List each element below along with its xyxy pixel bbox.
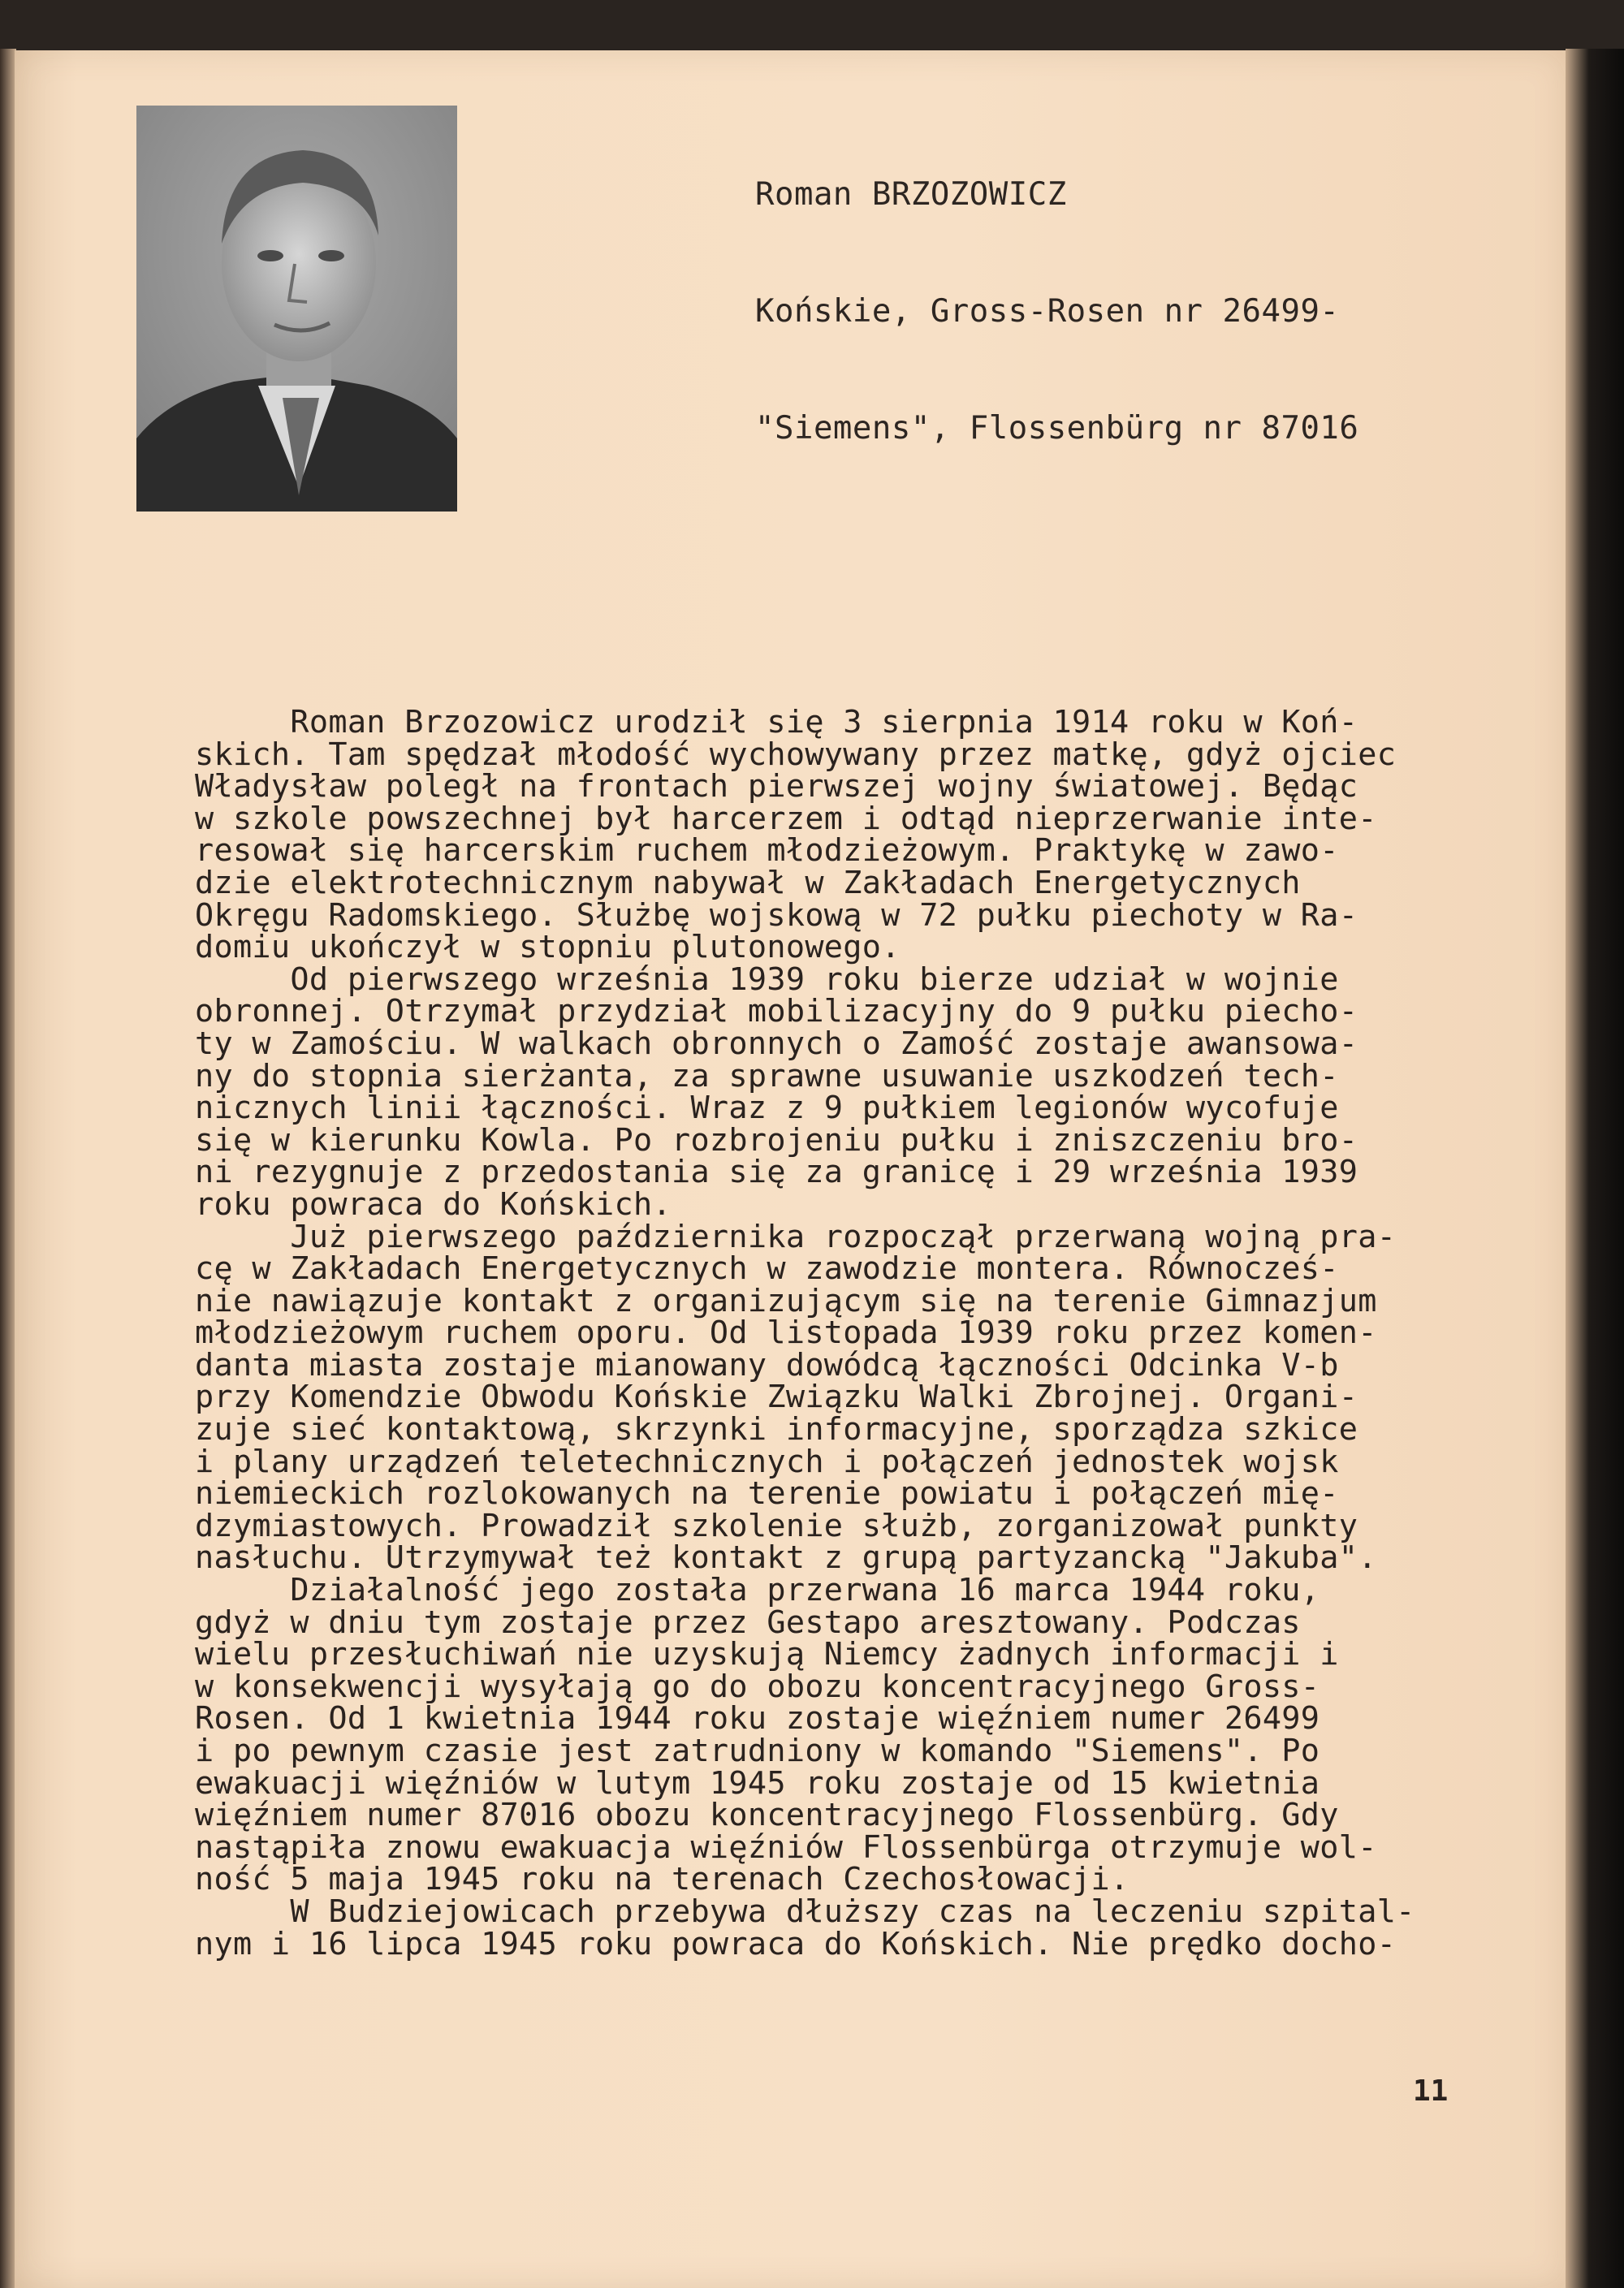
- author-camps-line-2: "Siemens", Flossenbürg nr 87016: [755, 410, 1359, 447]
- text-line: ny do stopnia sierżanta, za sprawne usuwanie uszkodzeń tech-: [195, 1057, 1339, 1094]
- text-line: skich. Tam spędzał młodość wychowywany przez matkę, gdyż ojciec: [195, 736, 1397, 773]
- text-line: niemieckich rozlokowanych na terenie powiatu i połączeń mię-: [195, 1475, 1339, 1513]
- portrait-photo: [136, 106, 457, 512]
- text-line: w szkole powszechnej był harcerzem i odtąd nieprzerwanie inte-: [195, 800, 1377, 837]
- text-line: nie nawiązuje kontakt z organizującym się na terenie Gimnazjum: [195, 1282, 1377, 1319]
- text-line: nastąpiła znowu ewakuacja więźniów Flossenbürga otrzymuje wol-: [195, 1828, 1377, 1866]
- author-name: Roman BRZOZOWICZ: [755, 176, 1067, 213]
- text-line: roku powraca do Końskich.: [195, 1185, 672, 1223]
- text-line: więźniem numer 87016 obozu koncentracyjnego Flossenbürg. Gdy: [195, 1797, 1339, 1834]
- text-line: nym i 16 lipca 1945 roku powraca do Końskich. Nie prędko docho-: [195, 1925, 1397, 1962]
- text-line: i po pewnym czasie jest zatrudniony w komando "Siemens". Po: [195, 1733, 1320, 1769]
- text-line: Roman Brzozowicz urodził się 3 sierpnia 1914 roku w Koń-: [195, 704, 1358, 740]
- text-line: się w kierunku Kowla. Po rozbrojeniu pułku i zniszczeniu bro-: [195, 1121, 1358, 1159]
- text-line: nasłuchu. Utrzymywał też kontakt z grupą partyzancką "Jakuba".: [195, 1539, 1377, 1577]
- text-line: młodzieżowym ruchem oporu. Od listopada 1939 roku przez komen-: [195, 1315, 1377, 1352]
- text-line: resował się harcerskim ruchem młodzieżowym. Praktykę w zawo-: [195, 832, 1339, 870]
- page-number: 11: [1413, 2074, 1449, 2108]
- text-line: Władysław poległ na frontach pierwszej wojny światowej. Będąc: [195, 768, 1358, 805]
- text-line: wielu przesłuchiwań nie uzyskują Niemcy żadnych informacji i: [195, 1636, 1339, 1673]
- text-line: cę w Zakładach Energetycznych w zawodzie montera. Równocześ-: [195, 1250, 1339, 1288]
- text-line: ni rezygnuje z przedostania się za granicę i 29 września 1939: [195, 1154, 1358, 1191]
- text-line: zuje sieć kontaktową, skrzynki informacyjne, sporządza szkice: [195, 1411, 1358, 1448]
- page-right-edge: [1566, 49, 1624, 2288]
- text-line: ty w Zamościu. W walkach obronnych o Zamość zostaje awansowa-: [195, 1025, 1358, 1062]
- author-camps-line-1: Końskie, Gross-Rosen nr 26499-: [755, 293, 1340, 330]
- text-line: Już pierwszego października rozpoczął przerwaną wojną pra-: [195, 1218, 1397, 1255]
- text-line: danta miasta zostaje mianowany dowódcą łączności Odcinka V-b: [195, 1346, 1339, 1384]
- text-line: Działalność jego została przerwana 16 marca 1944 roku,: [195, 1572, 1320, 1609]
- author-header: [755, 97, 1358, 487]
- text-line: Rosen. Od 1 kwietnia 1944 roku zostaje więźniem numer 26499: [195, 1700, 1320, 1738]
- text-line: ewakuacji więźniów w lutym 1945 roku zostaje od 15 kwietnia: [195, 1764, 1320, 1802]
- text-line: domiu ukończył w stopniu plutonowego.: [195, 929, 901, 966]
- text-line: nicznych linii łączności. Wraz z 9 pułkiem legionów wycofuje: [195, 1090, 1339, 1127]
- text-line: W Budziejowicach przebywa dłuższy czas na leczeniu szpital-: [195, 1893, 1415, 1930]
- portrait-photo-icon: [136, 106, 457, 512]
- text-line: przy Komendzie Obwodu Końskie Związku Walki Zbrojnej. Organi-: [195, 1379, 1358, 1416]
- text-line: w konsekwencji wysyłają go do obozu koncentracyjnego Gross-: [195, 1668, 1320, 1705]
- text-line: i plany urządzeń teletechnicznych i połączeń jednostek wojsk: [195, 1443, 1339, 1480]
- text-line: Od pierwszego września 1939 roku bierze udział w wojnie: [195, 961, 1339, 998]
- text-line: dzymiastowych. Prowadził szkolenie służb, zorganizował punkty: [195, 1507, 1358, 1544]
- text-line: Okręgu Radomskiego. Służbę wojskową w 72 pułku piechoty w Ra-: [195, 896, 1358, 934]
- text-line: gdyż w dniu tym zostaje przez Gestapo aresztowany. Podczas: [195, 1604, 1301, 1641]
- text-line: dzie elektrotechnicznym nabywał w Zakładach Energetycznych: [195, 864, 1301, 901]
- text-line: ność 5 maja 1945 roku na terenach Czechosłowacji.: [195, 1861, 1129, 1898]
- text-line: obronnej. Otrzymał przydział mobilizacyjny do 9 pułku piecho-: [195, 993, 1358, 1030]
- biography-text: [195, 706, 1437, 1960]
- book-spine-edge: [0, 49, 16, 2288]
